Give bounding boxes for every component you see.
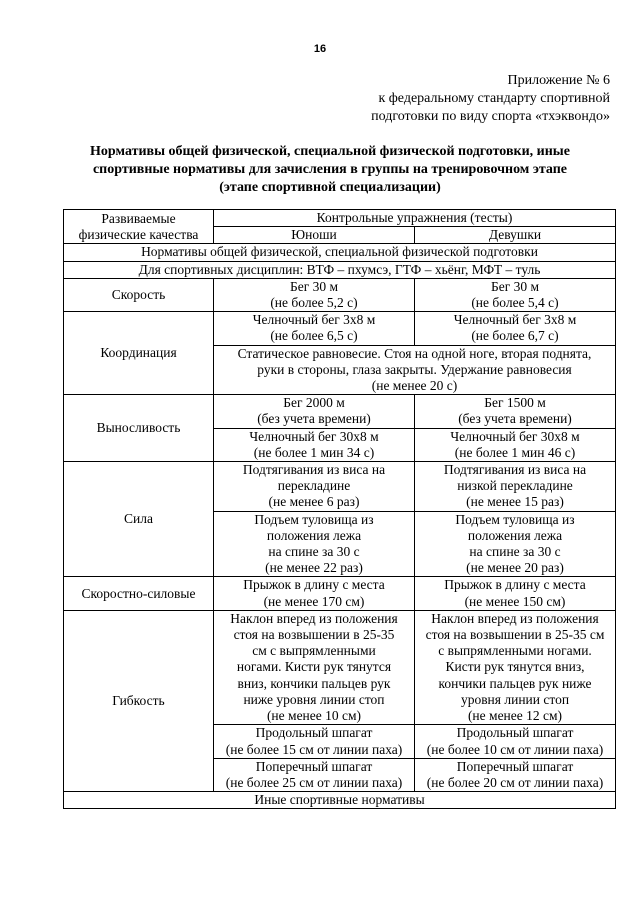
flexibility-bend-boys-line-3: см с выпрямленными — [252, 643, 376, 659]
flexibility-bend-girls-line-7: (не менее 12 см) — [467, 708, 563, 724]
title-line-1: Нормативы общей физической, специальной физической подготовки, иные — [90, 144, 570, 159]
strength-lift-girls-line-4: (не менее 20 раз) — [466, 560, 564, 576]
power-boys-norm: (не менее 170 см) — [263, 593, 365, 609]
table-row — [64, 312, 616, 345]
strength-lift-boys — [214, 511, 415, 577]
strength-lift-boys-line-3: на спине за 30 с — [268, 544, 360, 560]
endurance-run-girls-test: Бег 1500 м — [484, 395, 546, 411]
table-row — [64, 610, 616, 724]
flexibility-bend-girls-line-6: уровня линии стоп — [460, 691, 570, 707]
endurance-shuttle-boys-norm: (не более 1 мин 34 с) — [253, 444, 375, 460]
strength-lift-boys-line-4: (не менее 22 раз) — [265, 560, 363, 576]
section-other-norms: Иные спортивные нормативы — [64, 792, 616, 809]
flexibility-bend-girls — [415, 610, 616, 724]
speed-boys — [214, 278, 415, 311]
cross-split-girls-norm: (не более 20 см от линии паха) — [426, 774, 604, 790]
long-split-boys-test: Продольный шпагат — [255, 725, 373, 741]
speed-girls-norm: (не более 5,4 с) — [471, 295, 559, 311]
appendix-header — [371, 72, 610, 126]
flexibility-bend-girls-line-1: Наклон вперед из положения — [431, 610, 599, 626]
title-line-3: (этапе спортивной специализации) — [219, 180, 441, 195]
speed-girls — [415, 278, 616, 311]
speed-boys-norm: (не более 5,2 с) — [270, 295, 358, 311]
coordination-boys-norm: (не более 6,5 с) — [270, 328, 358, 344]
flexibility-bend-boys — [214, 610, 415, 724]
flexibility-bend-girls-line-5: кончики пальцев рук ниже — [438, 675, 592, 691]
page-number: 16 — [313, 43, 327, 55]
coordination-boys — [214, 312, 415, 345]
endurance-shuttle-girls-test: Челночный бег 30х8 м — [450, 428, 580, 444]
flexibility-bend-boys-line-5: вниз, кончики пальцев рук — [237, 675, 391, 691]
endurance-shuttle-girls — [415, 428, 616, 461]
header-quality — [64, 210, 214, 244]
long-split-boys-norm: (не более 15 см от линии паха) — [225, 741, 403, 757]
quality-speed: Скорость — [64, 278, 214, 311]
quality-endurance: Выносливость — [64, 395, 214, 462]
table-row — [64, 278, 616, 311]
flexibility-bend-girls-line-2: стоя на возвышении в 25-35 см — [425, 627, 605, 643]
flexibility-bend-girls-line-4: Кисти рук тянутся вниз, — [445, 659, 585, 675]
quality-power: Скоростно-силовые — [64, 577, 214, 610]
strength-pull-girls-line-2: низкой перекладине — [457, 478, 573, 494]
flexibility-bend-boys-line-2: стоя на возвышении в 25-35 — [233, 627, 395, 643]
appendix-line-1: Приложение № 6 — [507, 73, 610, 88]
strength-pull-girls-line-3: (не менее 15 раз) — [466, 494, 564, 510]
static-balance-line-3: (не менее 20 с) — [371, 378, 458, 394]
flexibility-bend-boys-line-1: Наклон вперед из положения — [230, 610, 398, 626]
long-split-girls-norm: (не более 10 см от линии паха) — [426, 741, 604, 757]
appendix-line-2: к федеральному стандарту спортивной — [378, 91, 610, 106]
disciplines-row: Для спортивных дисциплин: ВТФ – пхумсэ, ГТФ – хьёнг, МФТ – туль — [64, 261, 616, 278]
quality-coordination: Координация — [64, 312, 214, 395]
strength-lift-boys-line-2: положения лежа — [266, 527, 362, 543]
strength-pull-boys-line-1: Подтягивания из виса на — [242, 462, 386, 478]
coordination-girls — [415, 312, 616, 345]
power-girls-norm: (не менее 150 см) — [464, 593, 566, 609]
strength-pull-girls-line-1: Подтягивания из виса на — [443, 462, 587, 478]
table-row — [64, 395, 616, 428]
long-split-girls-test: Продольный шпагат — [456, 725, 574, 741]
endurance-shuttle-boys — [214, 428, 415, 461]
header-girls: Девушки — [415, 227, 616, 244]
endurance-run-boys — [214, 395, 415, 428]
strength-lift-girls-line-2: положения лежа — [467, 527, 563, 543]
cross-split-boys-test: Поперечный шпагат — [255, 758, 373, 774]
endurance-run-boys-norm: (без учета времени) — [257, 411, 371, 427]
endurance-shuttle-girls-norm: (не более 1 мин 46 с) — [454, 444, 576, 460]
quality-flexibility: Гибкость — [64, 610, 214, 791]
power-girls — [415, 577, 616, 610]
static-balance-line-1: Статическое равновесие. Стоя на одной ноге, вторая поднята, — [237, 345, 592, 361]
strength-lift-girls-line-3: на спине за 30 с — [469, 544, 561, 560]
flexibility-cross-split-girls — [415, 758, 616, 791]
flexibility-long-split-boys — [214, 725, 415, 758]
cross-split-boys-norm: (не более 25 см от линии паха) — [225, 774, 403, 790]
strength-pull-girls — [415, 462, 616, 512]
standards-table — [63, 209, 616, 809]
header-boys: Юноши — [214, 227, 415, 244]
flexibility-bend-girls-line-3: с выпрямленными ногами. — [438, 643, 592, 659]
document-title — [70, 143, 590, 197]
section-general: Нормативы общей физической, специальной физической подготовки — [64, 244, 616, 261]
static-balance — [214, 345, 616, 395]
endurance-run-girls — [415, 395, 616, 428]
title-line-2: спортивные нормативы для зачисления в группы на тренировочном этапе — [92, 162, 568, 177]
power-girls-test: Прыжок в длину с места — [444, 577, 586, 593]
coordination-girls-test: Челночный бег 3х8 м — [453, 312, 577, 328]
header-tests: Контрольные упражнения (тесты) — [214, 210, 616, 227]
speed-girls-test: Бег 30 м — [490, 278, 540, 294]
coordination-girls-norm: (не более 6,7 с) — [471, 328, 559, 344]
speed-boys-test: Бег 30 м — [289, 278, 339, 294]
cross-split-girls-test: Поперечный шпагат — [456, 758, 574, 774]
appendix-line-3: подготовки по виду спорта «тхэквондо» — [371, 109, 610, 124]
power-boys — [214, 577, 415, 610]
flexibility-cross-split-boys — [214, 758, 415, 791]
strength-lift-girls — [415, 511, 616, 577]
endurance-shuttle-boys-test: Челночный бег 30х8 м — [249, 428, 379, 444]
flexibility-long-split-girls — [415, 725, 616, 758]
strength-pull-boys-line-2: перекладине — [277, 478, 351, 494]
strength-pull-boys-line-3: (не менее 6 раз) — [268, 494, 360, 510]
power-boys-test: Прыжок в длину с места — [243, 577, 385, 593]
quality-strength: Сила — [64, 462, 214, 577]
endurance-run-girls-norm: (без учета времени) — [458, 411, 572, 427]
flexibility-bend-boys-line-4: ногами. Кисти рук тянутся — [236, 659, 392, 675]
coordination-boys-test: Челночный бег 3х8 м — [252, 312, 376, 328]
header-quality-line-2: физические качества — [78, 226, 199, 242]
endurance-run-boys-test: Бег 2000 м — [283, 395, 345, 411]
static-balance-line-2: руки в стороны, глаза закрыты. Удержание равновесия — [257, 361, 572, 377]
strength-lift-girls-line-1: Подъем туловища из — [455, 511, 575, 527]
strength-pull-boys — [214, 462, 415, 512]
table-row — [64, 577, 616, 610]
header-quality-line-1: Развиваемые — [101, 210, 176, 226]
flexibility-bend-boys-line-6: ниже уровня линии стоп — [243, 691, 385, 707]
table-row — [64, 462, 616, 512]
flexibility-bend-boys-line-7: (не менее 10 см) — [266, 708, 362, 724]
strength-lift-boys-line-1: Подъем туловища из — [254, 511, 374, 527]
